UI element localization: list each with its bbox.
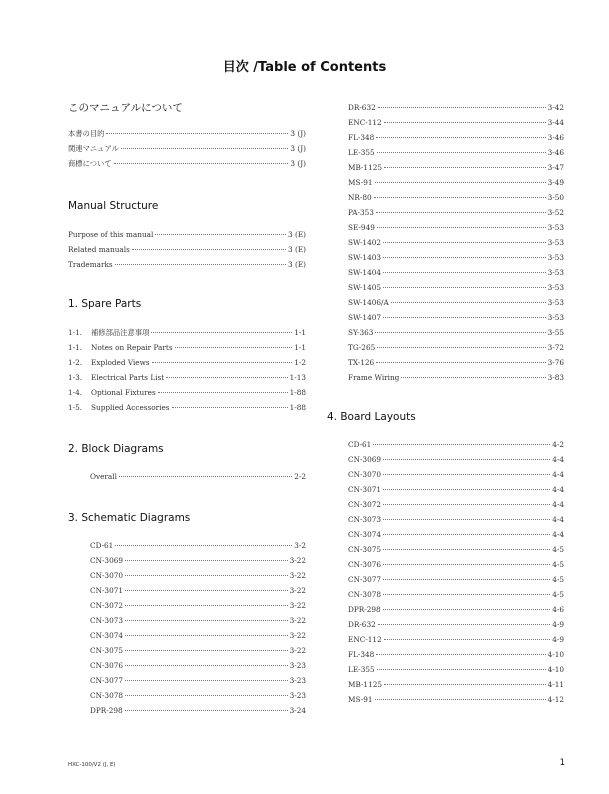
toc-leader-dots (384, 639, 551, 640)
toc-entry-page: 3-53 (547, 223, 564, 232)
toc-entry[interactable] (90, 661, 306, 676)
toc-leader-dots (125, 695, 288, 696)
toc-entry-page: 4-4 (552, 455, 564, 464)
toc-leader-dots (383, 504, 550, 505)
toc-entry-label: CN-3072 (348, 500, 382, 509)
toc-leader-dots (125, 635, 288, 636)
toc-leader-dots (152, 362, 293, 363)
toc-entry-label: CN-3077 (90, 676, 124, 685)
toc-entry-page: 1-88 (289, 388, 306, 397)
toc-entry-label: CD-61 (90, 541, 114, 550)
toc-entry-label: SE-949 (348, 223, 375, 232)
toc-entry-page: 4-11 (547, 680, 564, 689)
toc-entry-label: CN-3073 (348, 515, 382, 524)
toc-entry[interactable] (348, 440, 564, 455)
toc-entry-page: 2-2 (294, 472, 306, 481)
toc-entry-page: 4-2 (552, 440, 564, 449)
section-heading-jp: このマニュアルについて (68, 102, 183, 114)
toc-entry[interactable] (348, 635, 564, 650)
toc-entry-page: 3-55 (547, 328, 564, 337)
toc-entry[interactable] (348, 590, 564, 605)
toc-entry[interactable] (68, 159, 306, 174)
toc-entry[interactable] (348, 283, 564, 298)
toc-entry[interactable] (68, 373, 306, 388)
toc-entry-page: 3-22 (289, 646, 306, 655)
toc-entry[interactable] (348, 620, 564, 635)
toc-entry[interactable] (348, 530, 564, 545)
toc-entry-label: FL-348 (348, 133, 375, 142)
toc-entry-page: 3-22 (289, 571, 306, 580)
toc-entry[interactable] (348, 605, 564, 620)
toc-entry[interactable] (348, 253, 564, 268)
toc-leader-dots (125, 710, 288, 711)
toc-entry-number: 1-2. (68, 358, 83, 367)
toc-entry-page: 3 (J) (290, 159, 306, 168)
toc-entry[interactable] (68, 328, 306, 343)
toc-entry-label: FL-348 (348, 650, 375, 659)
toc-entry-page: 3-42 (547, 103, 564, 112)
toc-entry-page: 3-83 (547, 373, 564, 382)
toc-leader-dots (125, 665, 288, 666)
toc-leader-dots (383, 534, 550, 535)
toc-entry-label: DR-632 (348, 620, 376, 629)
toc-entry-page: 3-44 (547, 118, 564, 127)
toc-entry-page: 4-5 (552, 590, 564, 599)
toc-entry-label: SW-1406/A (348, 298, 389, 307)
toc-entry[interactable] (68, 403, 306, 418)
toc-leader-dots (125, 650, 288, 651)
toc-entry-label: PA-353 (348, 208, 374, 217)
toc-entry[interactable] (348, 223, 564, 238)
toc-entry-label: SW-1407 (348, 313, 382, 322)
toc-entry-page: 3-24 (289, 706, 306, 715)
toc-leader-dots (376, 654, 545, 655)
toc-entry-label: CN-3070 (348, 470, 382, 479)
toc-leader-dots (373, 444, 550, 445)
toc-leader-dots (384, 122, 546, 123)
toc-entry-label: MS-91 (348, 178, 373, 187)
toc-entry[interactable] (348, 208, 564, 223)
toc-entry-label: TX-126 (348, 358, 375, 367)
toc-entry-page: 3-53 (547, 238, 564, 247)
toc-entry[interactable] (90, 691, 306, 706)
toc-entry-label: CN-3069 (90, 556, 124, 565)
toc-entry[interactable] (90, 706, 306, 721)
toc-entry[interactable] (348, 575, 564, 590)
toc-leader-dots (383, 564, 550, 565)
toc-entry-page: 3-46 (547, 148, 564, 157)
section-heading-manual-structure: Manual Structure (68, 200, 159, 212)
toc-entry-page: 4-10 (547, 665, 564, 674)
toc-leader-dots (384, 167, 546, 168)
toc-entry-page: 4-5 (552, 575, 564, 584)
toc-entry[interactable] (68, 260, 306, 275)
toc-leader-dots (378, 624, 550, 625)
toc-leader-dots (376, 362, 545, 363)
toc-entry-label: 本書の目的 (68, 129, 105, 138)
toc-leader-dots (106, 133, 288, 134)
toc-entry[interactable] (68, 245, 306, 260)
toc-entry[interactable] (348, 238, 564, 253)
toc-list-jp (68, 129, 306, 174)
toc-entry-label: CN-3074 (90, 631, 124, 640)
toc-entry-page: 4-4 (552, 470, 564, 479)
toc-entry-page: 3-47 (547, 163, 564, 172)
toc-entry[interactable] (348, 500, 564, 515)
toc-leader-dots (378, 107, 546, 108)
toc-entry-page: 3-23 (289, 691, 306, 700)
toc-entry-label: MB-1125 (348, 680, 383, 689)
toc-entry-label: 補修部品注意事項 (91, 328, 150, 337)
toc-entry-label: MS-91 (348, 695, 373, 704)
toc-entry-label: Exploded Views (91, 358, 150, 367)
toc-entry-label: DPR-298 (90, 706, 123, 715)
toc-entry-label: LE-355 (348, 148, 375, 157)
toc-entry[interactable] (68, 358, 306, 373)
toc-entry-label: ENC-112 (348, 118, 382, 127)
toc-entry-label: SW-1403 (348, 253, 382, 262)
toc-leader-dots (125, 590, 288, 591)
toc-leader-dots (401, 377, 545, 378)
toc-entry[interactable] (348, 163, 564, 178)
toc-entry-label: CN-3075 (348, 545, 382, 554)
toc-entry-label: CN-3072 (90, 601, 124, 610)
toc-leader-dots (151, 332, 292, 333)
toc-entry-page: 3-22 (289, 631, 306, 640)
toc-entry-label: LE-355 (348, 665, 375, 674)
toc-leader-dots (114, 163, 289, 164)
toc-entry-label: SW-1404 (348, 268, 382, 277)
toc-leader-dots (383, 579, 550, 580)
toc-entry-label: Purpose of this manual (68, 230, 154, 239)
toc-list-spare-parts (68, 328, 306, 418)
toc-entry[interactable] (348, 470, 564, 485)
toc-entry[interactable] (348, 148, 564, 163)
section-heading-block-diagrams: 2. Block Diagrams (68, 443, 164, 455)
toc-entry[interactable] (90, 676, 306, 691)
toc-entry-page: 3-22 (289, 586, 306, 595)
toc-entry-page: 3-2 (294, 541, 306, 550)
toc-leader-dots (383, 257, 546, 258)
toc-entry-page: 3-53 (547, 268, 564, 277)
toc-leader-dots (375, 182, 546, 183)
toc-entry[interactable] (90, 601, 306, 616)
toc-entry[interactable] (90, 631, 306, 646)
toc-leader-dots (383, 317, 546, 318)
toc-entry-page: 3-53 (547, 298, 564, 307)
toc-entry[interactable] (348, 650, 564, 665)
toc-list-manual-structure (68, 230, 306, 275)
toc-leader-dots (383, 287, 546, 288)
toc-entry-page: 1-2 (294, 358, 306, 367)
toc-entry-label: SW-1405 (348, 283, 382, 292)
toc-entry-page: 4-9 (552, 620, 564, 629)
toc-entry-page: 4-6 (552, 605, 564, 614)
toc-entry-page: 3-53 (547, 313, 564, 322)
toc-entry[interactable] (348, 680, 564, 695)
toc-entry-label: DPR-298 (348, 605, 381, 614)
toc-leader-dots (119, 476, 292, 477)
toc-entry-label: CN-3071 (348, 485, 382, 494)
toc-entry[interactable] (348, 373, 564, 388)
toc-entry-label: CN-3077 (348, 575, 382, 584)
toc-leader-dots (375, 699, 546, 700)
toc-entry-page: 3 (E) (288, 245, 306, 254)
toc-leader-dots (115, 264, 286, 265)
toc-leader-dots (383, 474, 550, 475)
toc-leader-dots (115, 545, 292, 546)
toc-entry[interactable] (348, 298, 564, 313)
toc-entry-page: 4-12 (547, 695, 564, 704)
toc-entry[interactable] (68, 388, 306, 403)
toc-list-block-diagrams (90, 472, 306, 487)
toc-entry-page: 4-4 (552, 515, 564, 524)
toc-leader-dots (384, 684, 546, 685)
toc-entry[interactable] (348, 515, 564, 530)
toc-entry-page: 3-23 (289, 676, 306, 685)
toc-entry-page: 1-1 (294, 328, 306, 337)
toc-entry-label: Optional Fixtures (91, 388, 156, 397)
toc-entry[interactable] (68, 343, 306, 358)
toc-entry-number: 1-4. (68, 388, 83, 397)
toc-entry-label: CN-3073 (90, 616, 124, 625)
section-heading-spare-parts: 1. Spare Parts (68, 298, 142, 310)
toc-leader-dots (132, 249, 286, 250)
toc-leader-dots (172, 407, 288, 408)
toc-entry-label: CN-3078 (90, 691, 124, 700)
toc-entry[interactable] (68, 129, 306, 144)
toc-entry[interactable] (90, 556, 306, 571)
toc-entry[interactable] (348, 268, 564, 283)
toc-entry[interactable] (348, 343, 564, 358)
toc-leader-dots (377, 227, 546, 228)
toc-entry-page: 1-1 (294, 343, 306, 352)
toc-entry[interactable] (90, 472, 306, 487)
toc-leader-dots (383, 594, 550, 595)
toc-entry[interactable] (348, 133, 564, 148)
toc-list-schematic-diagrams-continued (348, 103, 564, 388)
toc-leader-dots (377, 152, 546, 153)
footer-page-number: 1 (559, 758, 565, 768)
toc-leader-dots (155, 234, 286, 235)
toc-list-schematic-diagrams (90, 541, 306, 721)
toc-leader-dots (125, 575, 288, 576)
toc-entry-page: 3-53 (547, 253, 564, 262)
toc-entry-label: SY-363 (348, 328, 374, 337)
page-title: 目次 /Table of Contents (222, 60, 387, 75)
toc-entry-label: SW-1402 (348, 238, 382, 247)
toc-entry-label: CN-3076 (90, 661, 124, 670)
toc-entry-label: CN-3075 (90, 646, 124, 655)
toc-entry[interactable] (348, 328, 564, 343)
toc-entry[interactable] (90, 586, 306, 601)
toc-entry[interactable] (90, 541, 306, 556)
toc-entry-label: CN-3071 (90, 586, 124, 595)
toc-entry-label: CN-3078 (348, 590, 382, 599)
toc-entry[interactable] (90, 571, 306, 586)
toc-list-board-layouts (348, 440, 564, 710)
toc-entry-label: MB-1125 (348, 163, 383, 172)
toc-entry-label: Trademarks (68, 260, 113, 269)
toc-entry-page: 3-50 (547, 193, 564, 202)
toc-leader-dots (121, 148, 289, 149)
toc-entry-page: 3 (E) (288, 260, 306, 269)
toc-leader-dots (383, 519, 550, 520)
toc-entry-number: 1-3. (68, 373, 83, 382)
toc-entry[interactable] (348, 118, 564, 133)
toc-entry-label: Overall (90, 472, 117, 481)
toc-entry-label: CN-3069 (348, 455, 382, 464)
toc-entry[interactable] (348, 665, 564, 680)
toc-leader-dots (383, 489, 550, 490)
toc-entry-label: CN-3074 (348, 530, 382, 539)
toc-entry[interactable] (348, 485, 564, 500)
toc-entry-label: NR-80 (348, 193, 372, 202)
toc-leader-dots (375, 332, 545, 333)
toc-entry-label: Frame Wiring (348, 373, 400, 382)
toc-entry[interactable] (348, 178, 564, 193)
toc-leader-dots (383, 272, 546, 273)
toc-leader-dots (383, 549, 550, 550)
toc-entry-page: 4-4 (552, 530, 564, 539)
toc-entry-label: TG-265 (348, 343, 376, 352)
toc-entry-page: 3-22 (289, 601, 306, 610)
toc-leader-dots (383, 459, 550, 460)
toc-leader-dots (175, 347, 293, 348)
toc-entry-page: 3-72 (547, 343, 564, 352)
toc-entry-page: 4-4 (552, 500, 564, 509)
toc-entry-page: 3 (J) (290, 144, 306, 153)
footer-model: HXC-100/V2 (J, E) (68, 762, 116, 768)
toc-entry-label: Related manuals (68, 245, 130, 254)
toc-entry-page: 4-4 (552, 485, 564, 494)
toc-entry[interactable] (348, 455, 564, 470)
toc-entry-number: 1-5. (68, 403, 83, 412)
toc-entry-page: 4-5 (552, 560, 564, 569)
toc-entry-page: 3 (E) (288, 230, 306, 239)
toc-leader-dots (158, 392, 288, 393)
toc-entry-label: ENC-112 (348, 635, 382, 644)
toc-entry[interactable] (348, 560, 564, 575)
toc-entry[interactable] (348, 545, 564, 560)
toc-leader-dots (166, 377, 287, 378)
toc-entry-page: 1-13 (289, 373, 306, 382)
toc-leader-dots (377, 669, 546, 670)
toc-entry-page: 3-76 (547, 358, 564, 367)
toc-entry[interactable] (348, 695, 564, 710)
toc-entry-label: Notes on Repair Parts (91, 343, 173, 352)
toc-entry[interactable] (348, 103, 564, 118)
toc-entry-page: 3 (J) (290, 129, 306, 138)
toc-entry-page: 4-5 (552, 545, 564, 554)
toc-entry[interactable] (348, 193, 564, 208)
toc-leader-dots (391, 302, 546, 303)
toc-leader-dots (383, 609, 551, 610)
toc-entry[interactable] (90, 646, 306, 661)
toc-entry-page: 3-49 (547, 178, 564, 187)
toc-entry-page: 3-23 (289, 661, 306, 670)
toc-entry-page: 3-46 (547, 133, 564, 142)
toc-entry[interactable] (90, 616, 306, 631)
toc-entry-label: DR-632 (348, 103, 376, 112)
toc-leader-dots (125, 680, 288, 681)
toc-entry-page: 4-10 (547, 650, 564, 659)
toc-leader-dots (125, 605, 288, 606)
toc-leader-dots (125, 560, 288, 561)
toc-entry[interactable] (68, 144, 306, 159)
toc-leader-dots (374, 197, 546, 198)
toc-entry-page: 3-22 (289, 616, 306, 625)
toc-leader-dots (377, 347, 545, 348)
toc-entry-number: 1-1. (68, 328, 83, 337)
toc-entry-label: CN-3070 (90, 571, 124, 580)
toc-entry[interactable] (348, 313, 564, 328)
toc-leader-dots (376, 137, 545, 138)
toc-leader-dots (125, 620, 288, 621)
toc-entry-label: Supplied Accessories (91, 403, 170, 412)
toc-entry[interactable] (348, 358, 564, 373)
toc-entry-label: 関連マニュアル (68, 144, 119, 153)
toc-entry-number: 1-1. (68, 343, 83, 352)
section-heading-schematic-diagrams: 3. Schematic Diagrams (68, 512, 191, 524)
toc-entry-page: 3-52 (547, 208, 564, 217)
toc-entry-label: Electrical Parts List (91, 373, 165, 382)
toc-entry-page: 4-9 (552, 635, 564, 644)
toc-leader-dots (383, 242, 546, 243)
toc-entry-page: 3-22 (289, 556, 306, 565)
toc-leader-dots (376, 212, 546, 213)
toc-entry-label: CN-3076 (348, 560, 382, 569)
toc-entry[interactable] (68, 230, 306, 245)
toc-entry-label: CD-61 (348, 440, 372, 449)
toc-entry-page: 3-53 (547, 283, 564, 292)
toc-entry-label: 商標について (68, 159, 112, 168)
section-heading-board-layouts: 4. Board Layouts (327, 411, 416, 423)
toc-entry-page: 1-88 (289, 403, 306, 412)
